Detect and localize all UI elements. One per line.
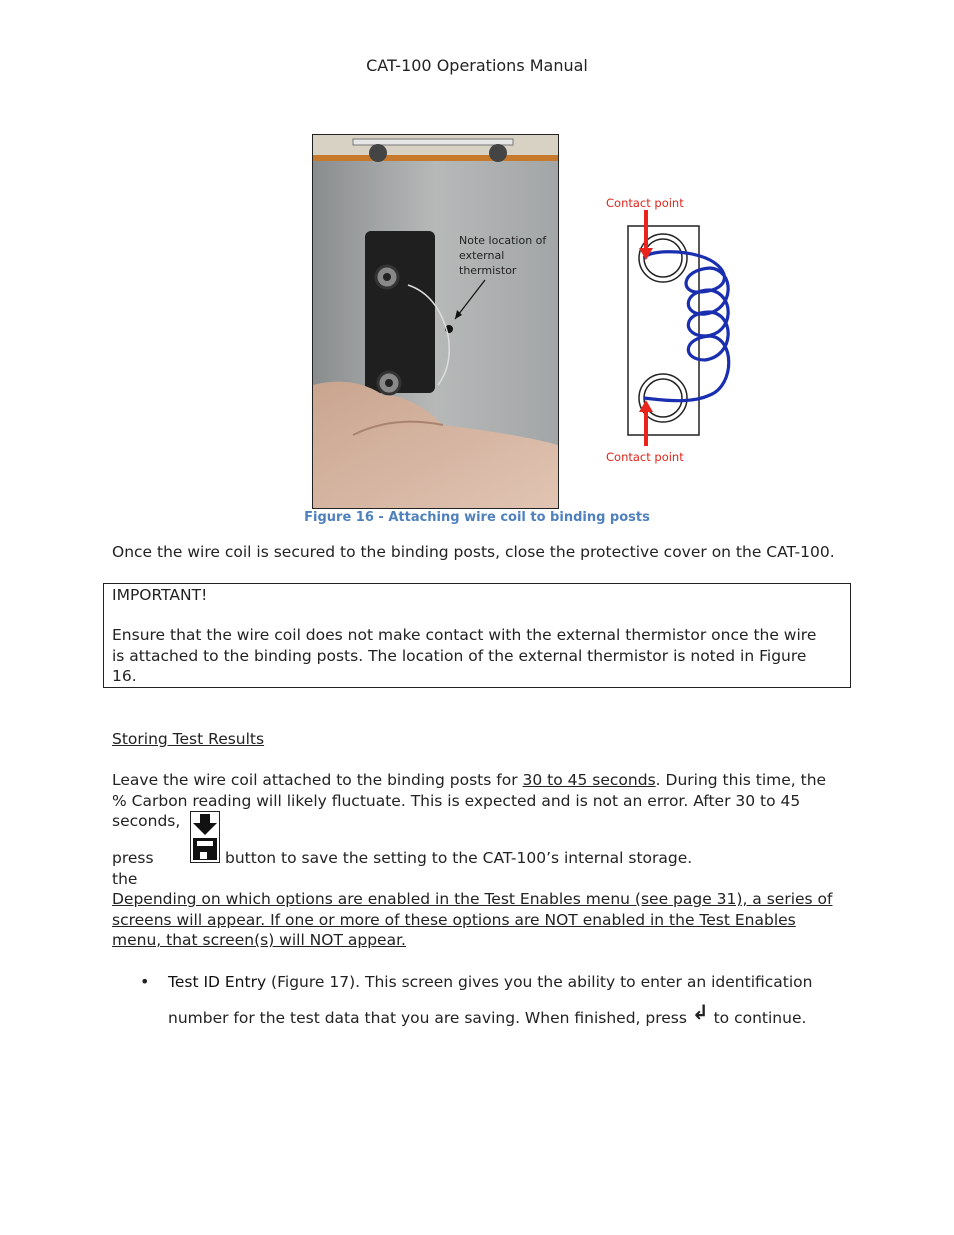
contact-point-top-label: Contact point — [606, 196, 684, 210]
duration-emphasis: 30 to 45 seconds — [522, 771, 656, 789]
bullet-figure-ref: (Figure 17). — [266, 973, 365, 991]
thermistor-note-line-2: external — [459, 249, 505, 262]
bullet-text-b: number for the test data that you are saving. When finished, press — [168, 1009, 687, 1027]
bullet-dot: • — [140, 972, 150, 991]
thermistor-note-line-3: thermistor — [459, 264, 517, 277]
storing-paragraph-1 — [112, 770, 842, 832]
thermistor-note-line-1: Note location of — [459, 234, 547, 247]
enter-icon: ↲ — [691, 1000, 709, 1024]
binding-posts-photo — [312, 134, 559, 509]
photo-illustration — [313, 135, 558, 508]
save-icon — [190, 811, 220, 863]
save-button-instruction: button to save the setting to the CAT-100’s internal storage. — [225, 849, 693, 867]
important-body: Ensure that the wire coil does not make contact with the external thermistor once the wire is attached to the binding posts. The location of the external thermistor is noted in Figure 16. — [112, 626, 817, 685]
bullet-text-c: to continue. — [713, 1009, 807, 1027]
press-the-label: press the — [112, 849, 154, 888]
coil-diagram — [600, 210, 760, 452]
intro-paragraph: Once the wire coil is secured to the binding posts, close the protective cover on the CAT-100. — [112, 543, 835, 561]
important-title: IMPORTANT! — [112, 586, 208, 604]
bullet-term: Test ID Entry — [168, 973, 267, 991]
thermistor-note — [459, 233, 546, 278]
storing-paragraph-2: Depending on which options are enabled in the Test Enables menu (see page 31), a series of screens will appear. If one or more of these options are NOT enabled in the Test Enables menu, that screen(s) will NOT appear. — [112, 890, 833, 949]
page-header: CAT-100 Operations Manual — [366, 56, 588, 75]
bullet-line-1 — [168, 972, 848, 993]
storing-text-a: Leave the wire coil attached to the binding posts for — [112, 771, 523, 789]
contact-point-bottom-label: Contact point — [606, 450, 684, 464]
bullet-line-2 — [168, 1000, 848, 1029]
storing-text-b: . During this time, the % Carbon reading will likely fluctuate. This is expected and is not an error. After 30 to 45 seconds, — [112, 771, 827, 830]
figure-caption: Figure 16 - Attaching wire coil to binding posts — [304, 510, 650, 525]
section-heading-storing: Storing Test Results — [112, 730, 265, 748]
bullet-text-a: This screen gives you the ability to enter an identification — [364, 973, 813, 991]
